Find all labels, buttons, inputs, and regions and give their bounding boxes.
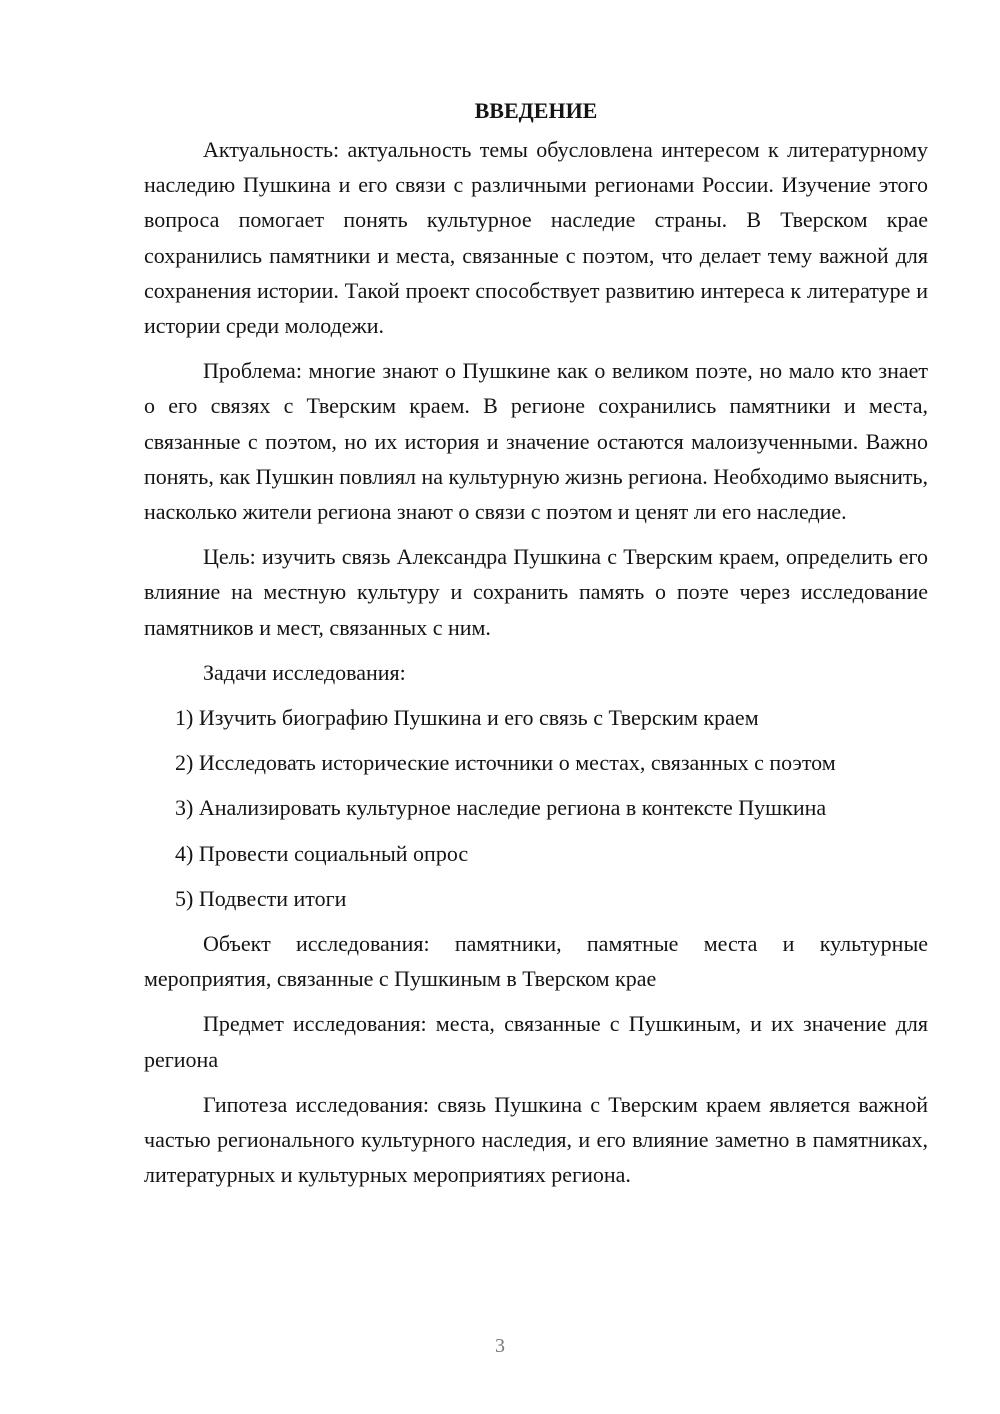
tasks-heading: Задачи исследования:: [203, 659, 406, 685]
document-page: [144, 96, 928, 1202]
paragraph-subject: Предмет исследования: места, связанные с Пушкиным, и их значение для региона: [144, 1011, 928, 1072]
task-item-3: 3) Анализировать культурное наследие региона в контексте Пушкина: [175, 795, 827, 821]
task-item-5: 5) Подвести итоги: [175, 885, 347, 911]
document-title: ВВЕДЕНИЕ: [474, 98, 598, 123]
tasks-list: [144, 700, 928, 916]
page-number: 3: [495, 1335, 505, 1357]
paragraph-hypothesis: Гипотеза исследования: связь Пушкина с Тверским краем является важной частью регионального культурного наследия, и его влияние заметно в памятниках, литературных и культурных мероприятиях региона.: [144, 1091, 928, 1188]
task-item-4: 4) Провести социальный опрос: [175, 840, 469, 866]
paragraph-goal: Цель: изучить связь Александра Пушкина с Тверским краем, определить его влияние на местную культуру и сохранить память о поэте через исследование памятников и мест, связанных с ним.: [144, 544, 928, 640]
task-item-2: 2) Исследовать исторические источники о местах, связанных с поэтом: [175, 750, 836, 776]
paragraph-problem: Проблема: многие знают о Пушкине как о великом поэте, но мало кто знает о его связях с Тверским краем. В регионе сохранились памятники и места, связанные с поэтом, но их история и значение остаются малоизученными. Важно понять, как Пушкин повлиял на культурную жизнь региона. Необходимо выяснить, насколько жители региона знают о связи с поэтом и ценят ли его наследие.: [144, 358, 928, 525]
paragraph-object: Объект исследования: памятники, памятные места и культурные мероприятия, связанные с Пушкиным в Тверском крае: [144, 931, 928, 992]
paragraph-relevance: Актуальность: актуальность темы обусловлена интересом к литературному наследию Пушкина и его связи с различными регионами России. Изучение этого вопроса помогает понять культурное наследие страны. В Тверском крае сохранились памятники и места, связанные с поэтом, что делает тему важной для сохранения истории. Такой проект способствует развитию интереса к литературе и истории среди молодежи.: [144, 137, 928, 339]
task-item-1: 1) Изучить биографию Пушкина и его связь с Тверским краем: [175, 705, 759, 731]
